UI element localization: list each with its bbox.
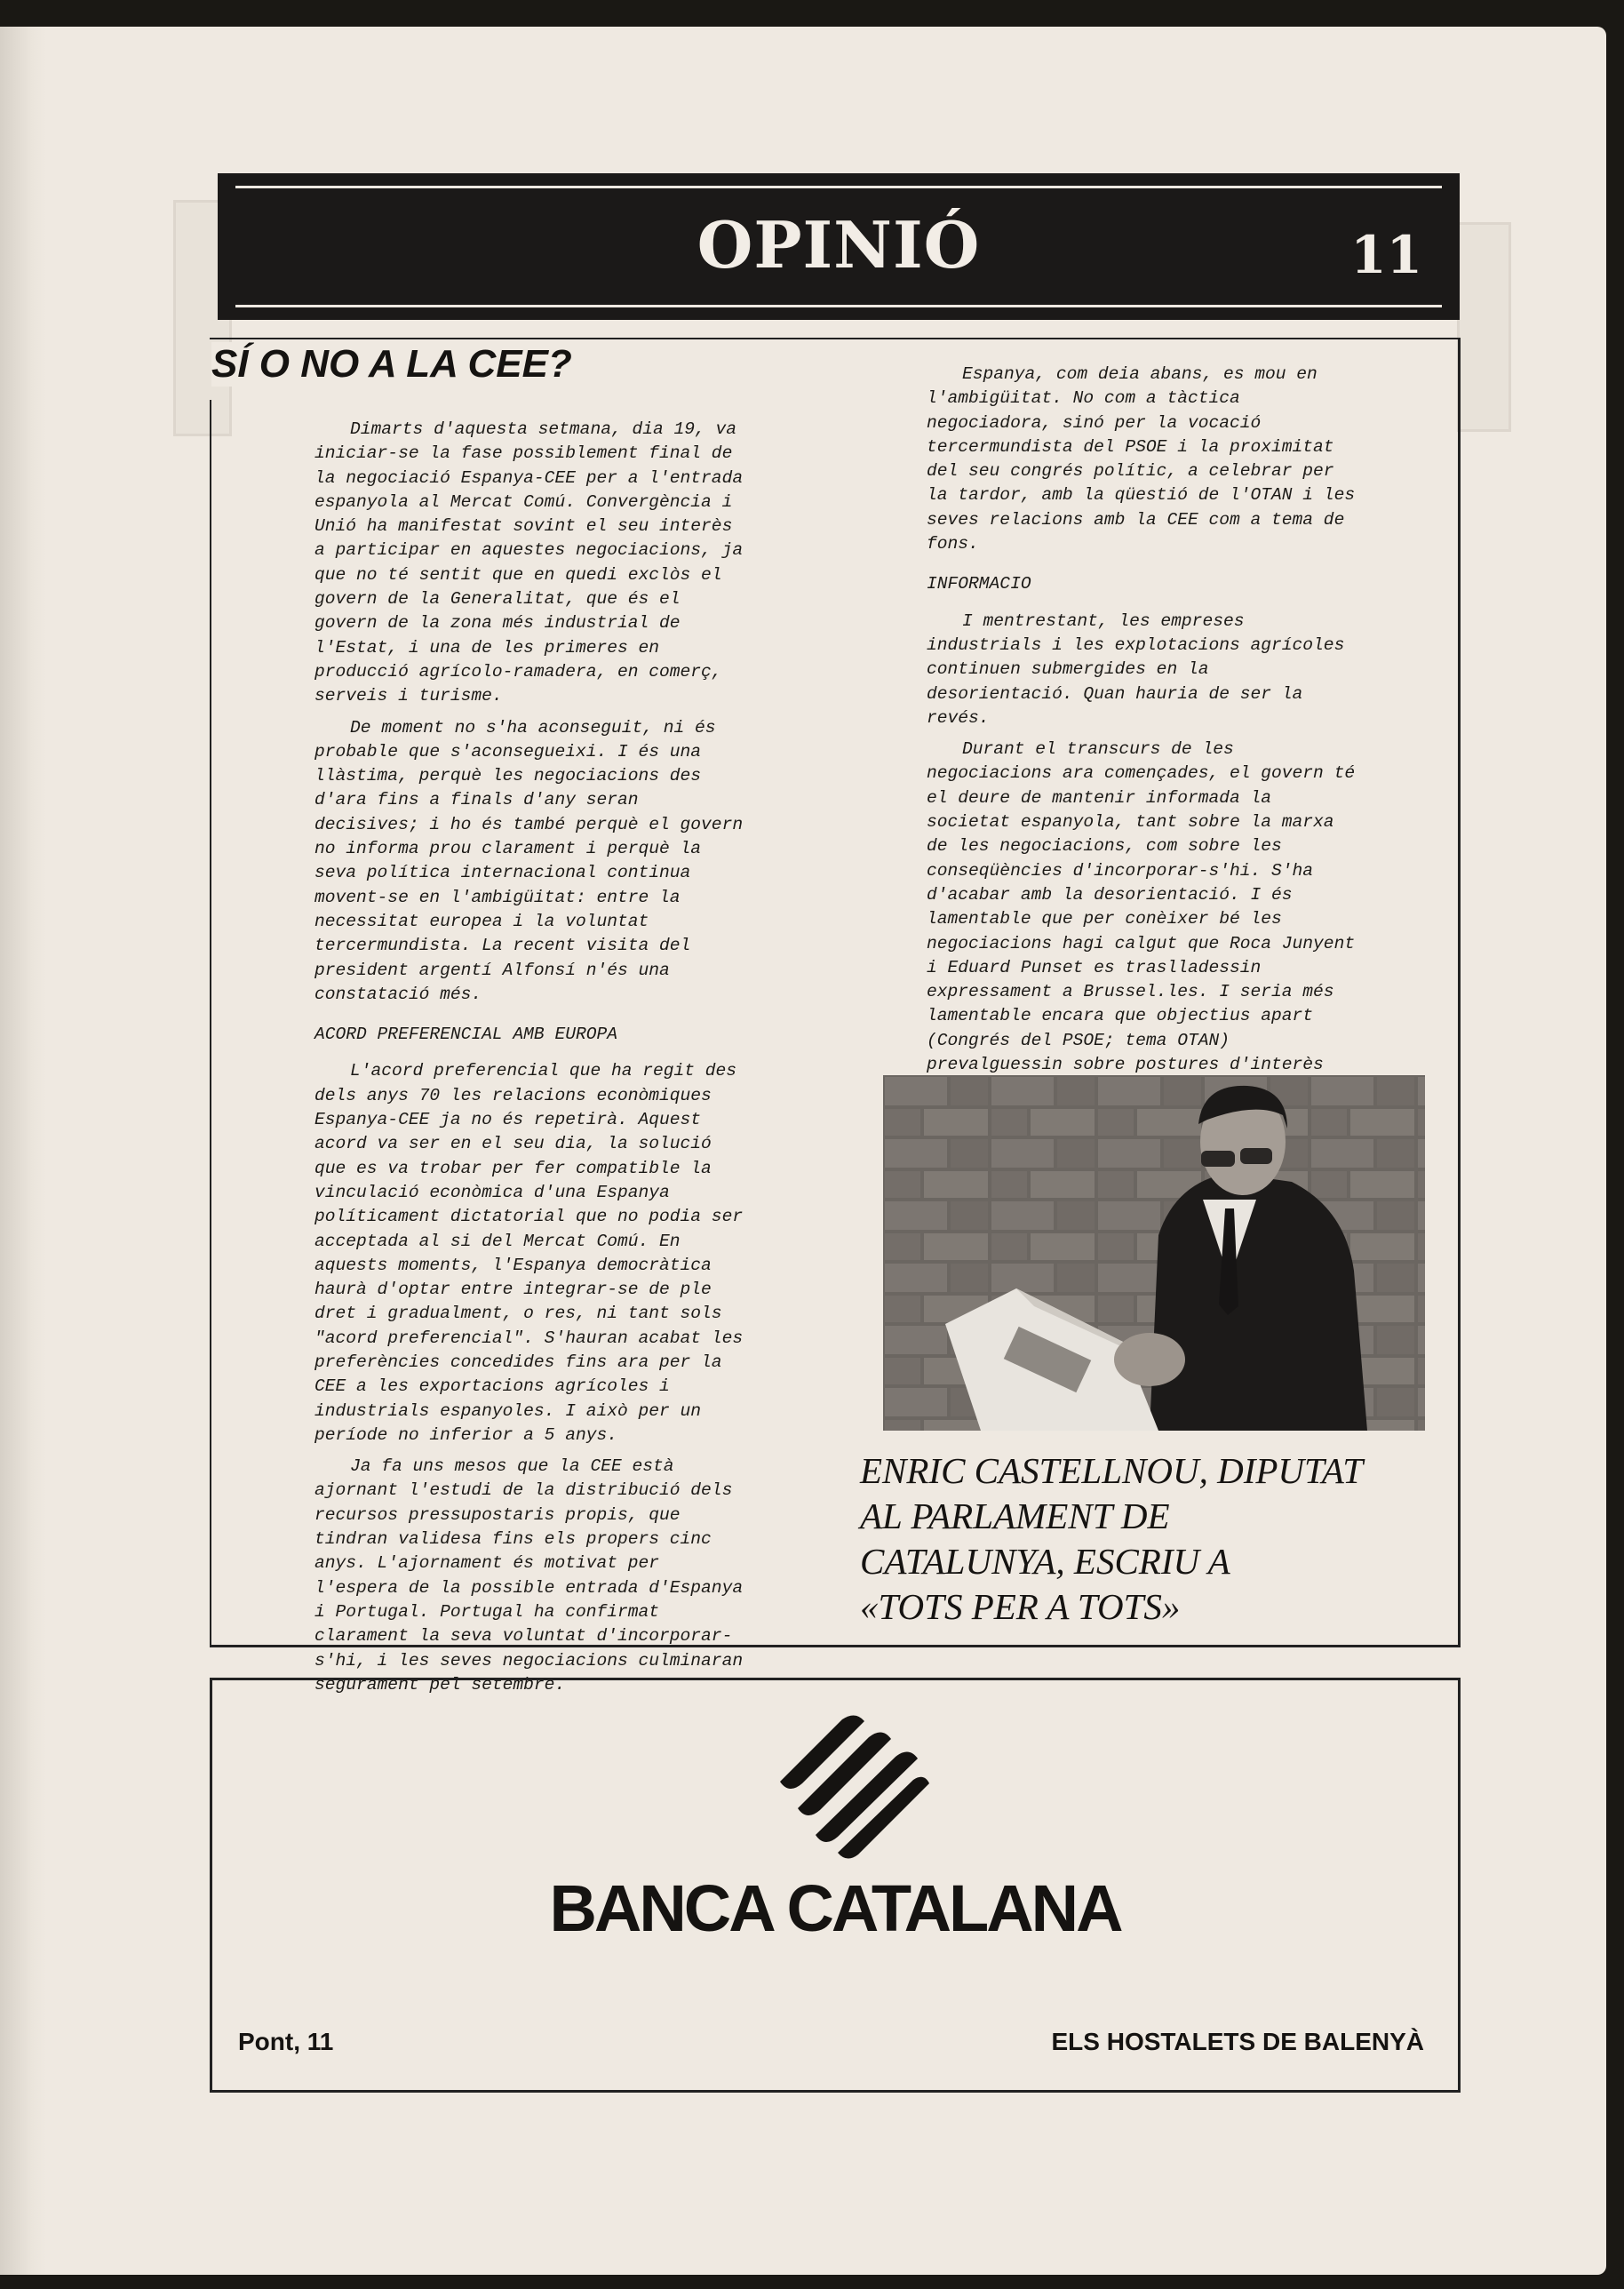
- caption-line: AL PARLAMENT DE: [860, 1495, 1170, 1536]
- subheading: INFORMACIO: [927, 574, 1031, 594]
- paragraph: L'acord preferencial que ha regit des dels anys 70 les relacions econòmiques Espanya-CEE ja no és repetirà. Aquest acord va ser en el seu dia, la solució que es va trobar per fer compatible la vinculació econòmica d'una Espanya políticament dictatorial que no podia ser acceptada al si del Mercat Comú. En aquests moments, l'Espanya democràtica haurà d'optar entre integrar-se de ple dret i gradualment, o res, ni tant sols "acord preferencial". S'hauran acabat les preferències concedides fins ara per la CEE a les exportacions agrícoles i industrials espanyoles. I això per un període no inferior a 5 anys.: [314, 1061, 744, 1445]
- page-gutter: [0, 27, 46, 2275]
- section-title: OPINIÓ: [697, 207, 981, 283]
- article-headline: SÍ O NO A LA CEE?: [211, 342, 585, 387]
- article-column-left: [314, 418, 752, 1704]
- paragraph: I mentrestant, les empreses industrials i les explotacions agrícoles continuen submergides en la desorientació. Quan hauria de ser la revés.: [927, 610, 1345, 728]
- caption-line: ENRIC CASTELLNOU, DIPUTAT: [860, 1450, 1364, 1491]
- paragraph: Espanya, com deia abans, es mou en l'ambigüitat. No com a tàctica negociadora, sinó per la vocació tercermundista del PSOE i la proximitat del seu congrés polític, a celebrar per la tardor, amb la qüestió de l'OTAN i les seves relacions amb la CEE com a tema de fons.: [927, 364, 1356, 554]
- photo-caption: [860, 1448, 1446, 1630]
- header-rule-top: [235, 186, 1442, 188]
- paragraph: Durant el transcurs de les negociacions ara començades, el govern té el deure de mantenir informada la societat espanyola, tant sobre la marxa de les negociacions, com sobre les conseqüències d'incorporar-s'hi. S'ha d'acabar amb la desorientació. I és lamentable que per conèixer bé les negociacions hagi calgut que Roca Junyent i Eduard Punset es traslladessin expressament a Brussel.les. I seria més lamentable encara que objectius apart (Congrés del PSOE; tema OTAN) prevalguessin sobre postures d'interès: [927, 739, 1356, 1075]
- caption-line: CATALUNYA, ESCRIU A: [860, 1541, 1230, 1582]
- article-column-right: [927, 363, 1362, 1169]
- bank-name: BANCA CATALANA: [549, 1871, 1121, 1945]
- ad-address: Pont, 11: [238, 2028, 334, 2055]
- caption-line: «TOTS PER A TOTS»: [860, 1586, 1181, 1627]
- section-header: [218, 173, 1460, 320]
- page-number: 11: [1350, 225, 1422, 285]
- subheading: ACORD PREFERENCIAL AMB EUROPA: [314, 1025, 617, 1045]
- paragraph: Dimarts d'aquesta setmana, dia 19, va iniciar-se la fase possiblement final de la negociació Espanya-CEE per a l'entrada espanyola al Mercat Comú. Convergència i Unió ha manifestat sovint el seu interès a participar en aquestes negociacions, ja que no té sentit que en quedi exclòs el govern de la Generalitat, que és el govern de la zona més industrial de l'Estat, i una de les primeres en producció agrícolo-ramadera, en comerç, serveis i turisme.: [314, 419, 744, 706]
- article-frame-left-rule: [210, 400, 211, 1647]
- ad-town: ELS HOSTALETS DE BALENYÀ: [1051, 2028, 1424, 2055]
- banca-catalana-logo-icon: [762, 1711, 931, 1862]
- header-rule-bottom: [235, 305, 1442, 307]
- show-through-right: [1457, 222, 1511, 432]
- paragraph: De moment no s'ha aconseguit, ni és probable que s'aconsegueixi. I és una llàstima, perquè les negociacions des d'ara fins a finals d'any seran decisives; i ho és també perquè el govern no informa prou clarament i perquè la seva política internacional continua movent-se en l'ambigüitat: entre la necessitat europea i la voluntat tercermundista. La recent visita del president argentí Alfonsí n'és una constatació més.: [314, 717, 744, 1004]
- author-photo: [883, 1075, 1425, 1431]
- paragraph: Ja fa uns mesos que la CEE està ajornant l'estudi de la distribució dels recursos pressupostaris propis, que tindran validesa fins els propers cinc anys. L'ajornament és motivat per l'espera de la possible entrada d'Espanya i Portugal. Portugal ha confirmat clarament la seva voluntat d'incorporar-s'hi, i les seves negociacions culminaran segurament pel setembre.: [314, 1456, 744, 1695]
